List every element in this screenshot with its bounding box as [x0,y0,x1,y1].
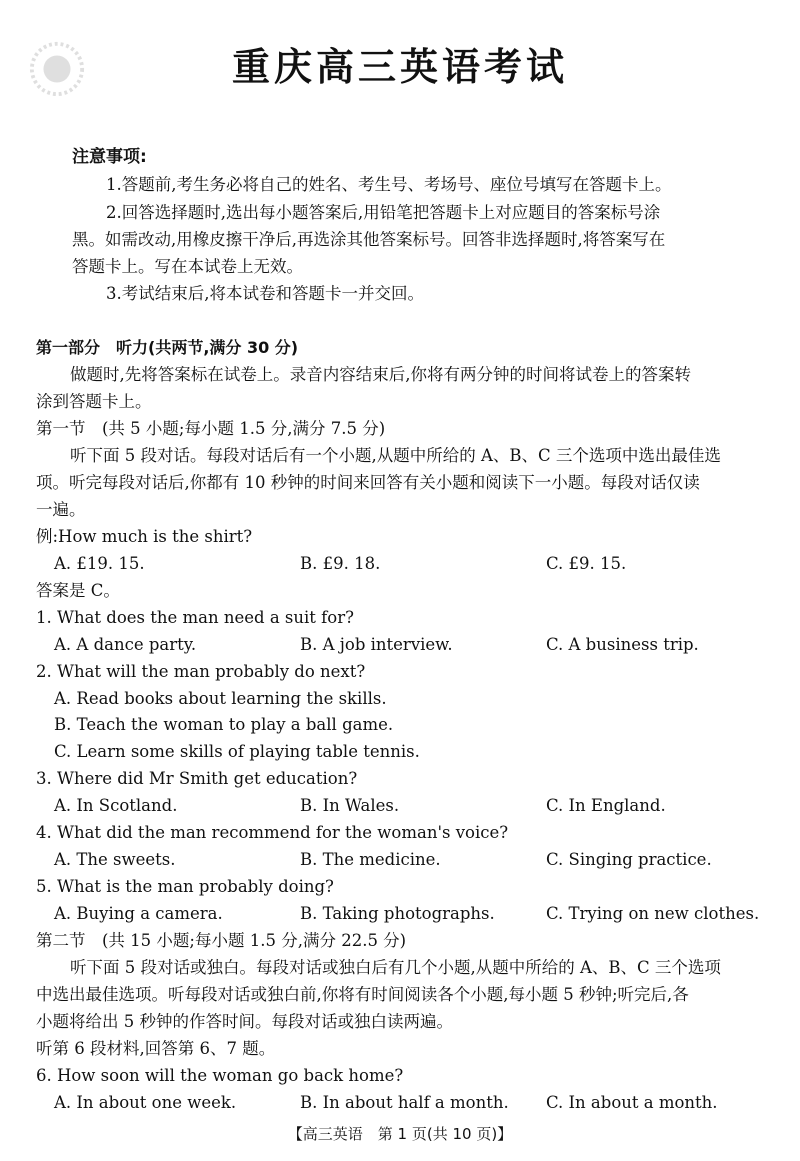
question-4: 4. What did the man recommend for the woman's voice? [36,823,509,842]
example-option-c: C. £9. 15. [546,554,627,573]
page-title: 重庆高三英语考试 [231,45,568,89]
question-1-option-b: B. A job interview. [300,635,453,654]
question-1: 1. What does the man need a suit for? [36,608,354,627]
question-3-option-c: C. In England. [546,796,666,815]
question-6: 6. How soon will the woman go back home? [36,1066,404,1085]
notice-item-2-line-2: 黑。如需改动,用橡皮擦干净后,再选涂其他答案标号。回答非选择题时,将答案写在 [72,230,666,249]
part1-intro-line-2: 涂到答题卡上。 [36,392,152,411]
question-4-option-b: B. The medicine. [300,850,441,869]
question-5: 5. What is the man probably doing? [36,877,334,896]
section2-heading: 第二节 (共 15 小题;每小题 1.5 分,满分 22.5 分) [36,931,407,950]
example-option-b: B. £9. 18. [300,554,381,573]
notice-item-3: 3.考试结束后,将本试卷和答题卡一并交回。 [106,284,424,303]
question-2: 2. What will the man probably do next? [36,662,366,681]
question-6-option-c: C. In about a month. [546,1093,718,1112]
question-1-option-c: C. A business trip. [546,635,699,654]
section2-instructions-line-1: 听下面 5 段对话或独白。每段对话或独白后有几个小题,从题中所给的 A、B、C 三个选项 [70,958,721,977]
section1-heading: 第一节 (共 5 小题;每小题 1.5 分,满分 7.5 分) [36,419,386,438]
question-2-option-c: C. Learn some skills of playing table tennis. [54,742,420,761]
question-2-option-b: B. Teach the woman to play a ball game. [54,715,394,734]
question-3-option-a: A. In Scotland. [54,796,178,815]
question-4-option-a: A. The sweets. [54,850,176,869]
example-option-a: A. £19. 15. [54,554,145,573]
question-5-option-b: B. Taking photographs. [300,904,495,923]
notice-item-2-line-3: 答题卡上。写在本试卷上无效。 [72,257,303,276]
material-6-instruction: 听第 6 段材料,回答第 6、7 题。 [36,1039,276,1058]
question-6-option-b: B. In about half a month. [300,1093,509,1112]
section1-instructions-line-2: 项。听完每段对话后,你都有 10 秒钟的时间来回答有关小题和阅读下一小题。每段对话仅读 [36,473,700,492]
part1-intro-line-1: 做题时,先将答案标在试卷上。录音内容结束后,你将有两分钟的时间将试卷上的答案转 [70,365,691,384]
section2-instructions-line-3: 小题将给出 5 秒钟的作答时间。每段对话或独白读两遍。 [36,1012,453,1031]
part1-heading: 第一部分 听力(共两节,满分 30 分) [36,338,299,357]
question-6-option-a: A. In about one week. [54,1093,237,1112]
question-4-option-c: C. Singing practice. [546,850,712,869]
section2-instructions-line-2: 中选出最佳选项。听每段对话或独白前,你将有时间阅读各个小题,每小题 5 秒钟;听完后,各 [36,985,689,1004]
notice-heading: 注意事项: [72,147,147,167]
question-3: 3. Where did Mr Smith get education? [36,769,358,788]
question-3-option-b: B. In Wales. [300,796,400,815]
question-5-option-a: A. Buying a camera. [54,904,223,923]
question-1-option-a: A. A dance party. [54,635,197,654]
section1-instructions-line-1: 听下面 5 段对话。每段对话后有一个小题,从题中所给的 A、B、C 三个选项中选出最佳选 [70,446,721,465]
example-question: 例:How much is the shirt? [36,527,253,546]
page-footer: 【高三英语 第 1 页(共 10 页)】 [287,1125,513,1143]
question-5-option-c: C. Trying on new clothes. [546,904,760,923]
question-2-option-a: A. Read books about learning the skills. [54,689,387,708]
section1-instructions-line-3: 一遍。 [36,500,86,519]
notice-item-1: 1.答题前,考生务必将自己的姓名、考生号、考场号、座位号填写在答题卡上。 [106,175,672,194]
example-answer: 答案是 C。 [36,581,120,600]
notice-item-2-line-1: 2.回答选择题时,选出每小题答案后,用铅笔把答题卡上对应题目的答案标号涂 [106,203,661,222]
